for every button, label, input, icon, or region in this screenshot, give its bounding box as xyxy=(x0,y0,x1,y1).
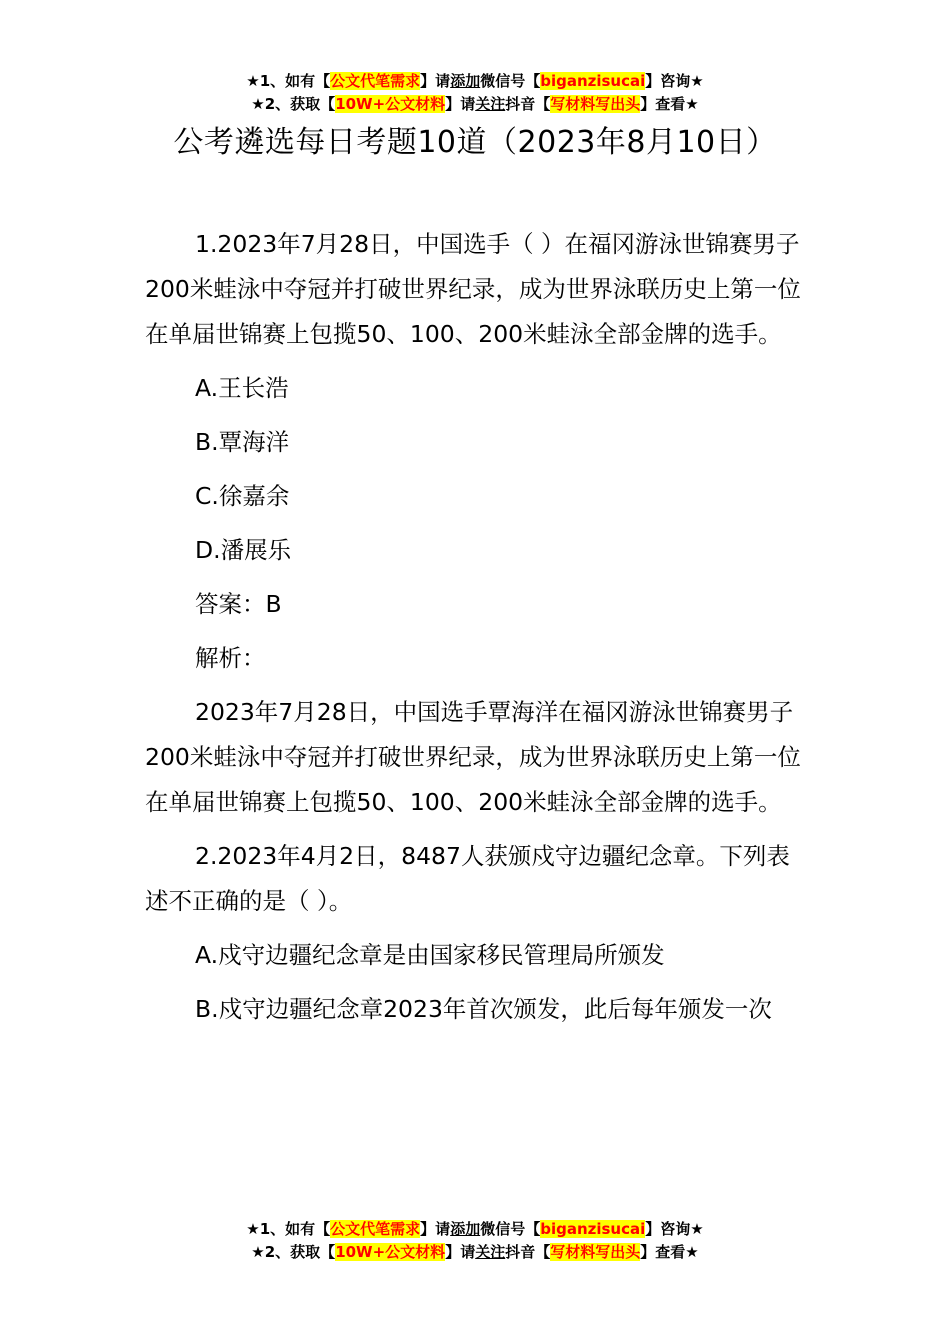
footer-banner xyxy=(0,1218,950,1264)
banner-text: ★2、获取【 xyxy=(251,1243,336,1261)
banner-text: 】查看★ xyxy=(640,1243,699,1261)
question-1-analysis-text: 2023年7月28日，中国选手覃海洋在福冈游泳世锦赛男子200米蛙泳中夺冠并打破世界纪录，成为世界泳联历史上第一位在单届世锦赛上包揽50、100、200米蛙泳全部金牌的选手。 xyxy=(145,698,801,816)
question-1-option-b: B.覃海洋 xyxy=(195,428,290,456)
highlight-wechat-id: biganzisucai xyxy=(540,1220,646,1238)
question-1-analysis-label: 解析： xyxy=(195,644,266,672)
question-2-option-b: B.戍守边疆纪念章2023年首次颁发，此后每年颁发一次 xyxy=(195,995,772,1023)
banner-line-2 xyxy=(0,1241,950,1264)
highlight-ghostwriting: 公文代笔需求 xyxy=(330,72,421,90)
banner-line-1 xyxy=(0,70,950,93)
banner-line-2 xyxy=(0,93,950,116)
banner-underlined-text: 关注 xyxy=(475,95,506,113)
highlight-materials: 10W+公文材料 xyxy=(335,95,446,113)
banner-text: 】咨询★ xyxy=(645,72,704,90)
question-1-option-c: C.徐嘉余 xyxy=(195,482,290,510)
question-2-stem: 2.2023年4月2日，8487人获颁戍守边疆纪念章。下列表述不正确的是（ ）。 xyxy=(145,842,790,915)
banner-text: ★1、如有【 xyxy=(246,72,331,90)
header-banner xyxy=(0,70,950,116)
highlight-ghostwriting: 公文代笔需求 xyxy=(330,1220,421,1238)
question-2-option-a: A.戍守边疆纪念章是由国家移民管理局所颁发 xyxy=(195,941,665,969)
banner-underlined-text: 关注 xyxy=(475,1243,506,1261)
banner-text: ★2、获取【 xyxy=(251,95,336,113)
banner-text: ★1、如有【 xyxy=(246,1220,331,1238)
page-title: 公考遴选每日考题10道（2023年8月10日） xyxy=(173,125,777,160)
banner-text: 】请 xyxy=(420,72,451,90)
banner-text: 】请 xyxy=(445,1243,476,1261)
highlight-douyin-account: 写材料写出头 xyxy=(550,1243,641,1261)
banner-text: 】请 xyxy=(420,1220,451,1238)
banner-text: 】咨询★ xyxy=(645,1220,704,1238)
banner-text: 微信号【 xyxy=(480,72,541,90)
question-1-option-d: D.潘展乐 xyxy=(195,536,292,564)
highlight-douyin-account: 写材料写出头 xyxy=(550,95,641,113)
question-1-option-a: A.王长浩 xyxy=(195,374,289,402)
banner-text: 抖音【 xyxy=(505,95,551,113)
banner-text: 抖音【 xyxy=(505,1243,551,1261)
question-1-answer: 答案：B xyxy=(195,590,282,618)
question-1-stem: 1.2023年7月28日，中国选手（ ）在福冈游泳世锦赛男子200米蛙泳中夺冠并打破世界纪录，成为世界泳联历史上第一位在单届世锦赛上包揽50、100、200米蛙泳全部金牌的选手。 xyxy=(145,230,801,348)
banner-line-1 xyxy=(0,1218,950,1241)
banner-underlined-text: 添加 xyxy=(450,72,481,90)
highlight-wechat-id: biganzisucai xyxy=(540,72,646,90)
document-body xyxy=(145,222,810,1041)
banner-text: 】查看★ xyxy=(640,95,699,113)
banner-underlined-text: 添加 xyxy=(450,1220,481,1238)
highlight-materials: 10W+公文材料 xyxy=(335,1243,446,1261)
banner-text: 】请 xyxy=(445,95,476,113)
banner-text: 微信号【 xyxy=(480,1220,541,1238)
